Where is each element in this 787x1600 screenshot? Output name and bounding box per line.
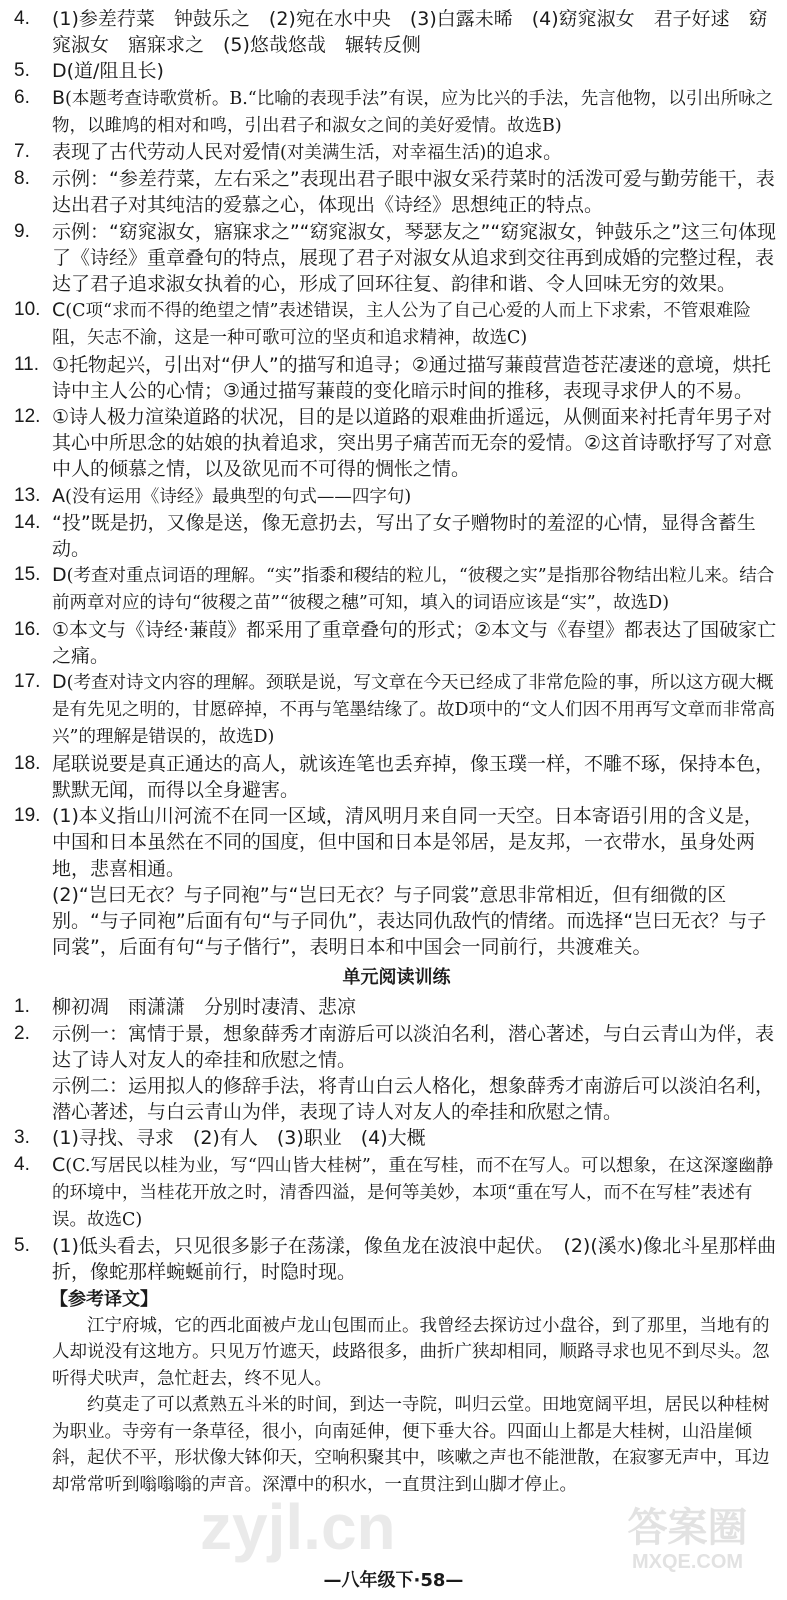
answer-item: [14, 1125, 779, 1151]
answer-text: 示例：“参差荇菜，左右采之”表现出君子眼中淑女采荇菜时的活泼可爱与勤劳能干，表达出君子对其纯洁的爱慕之心，体现出《诗经》思想纯正的特点。: [52, 168, 775, 217]
answer-item: [14, 994, 779, 1020]
answer-text: 的追求。: [486, 141, 563, 164]
item-text: [52, 1152, 779, 1234]
answer-item: [14, 166, 779, 218]
item-text: [52, 994, 779, 1020]
answer-item: [14, 1233, 779, 1285]
answer-item: [14, 58, 779, 84]
page-footer: —八年级下·58—: [323, 1570, 464, 1591]
answer-item: [14, 617, 779, 669]
answer-item: [14, 85, 779, 139]
translation-title: 【参考译文】: [50, 1288, 158, 1310]
answer-subpart: (2)“岂曰无衣？与子同袍”与“岂曰无衣？与子同裳”意思非常相近，但有细微的区别。“与子同袍”后面有句“与子同仇”，表达同仇敌忾的情绪。而选择“岂曰无衣？与子同裳”，后面有句“与子偕行”，表明日本和中国会一同前行，共渡难关。: [52, 883, 767, 959]
item-number: 4.: [14, 8, 30, 29]
answer-text: ①本文与《诗经·蒹葭》都采用了重章叠句的形式；②本文与《春望》都表达了国破家亡之痛。: [52, 618, 777, 667]
item-number: 1.: [14, 996, 30, 1018]
item-number: 13.: [14, 484, 41, 506]
answer-text: 表现了古代劳动人民对爱情: [52, 141, 281, 164]
item-text: [52, 297, 779, 351]
explanation-text: (本题考查诗歌赏析。B.“比喻的表现手法”有误，应为比兴的手法，先言他物，以引出所咏之物，以雎鸠的相对和鸣，引出君子和淑女之间的美好爱情。故选B): [52, 88, 774, 136]
translation-paragraph: 江宁府城，它的西北面被卢龙山包围而止。我曾经去探访过小盘谷，到了那里，当地有的人却说没有这地方。只见万竹遮天，歧路很多，曲折广狭却相同，顺路寻求也见不到尽头。忽听得犬吠声，急忙赶去，终不见人。: [52, 1315, 770, 1389]
answer-text: 尾联说要是真正通达的高人，就该连笔也丢弃掉，像玉璞一样，不雕不琢，保持本色，默默无闻，而得以全身避害。: [52, 752, 775, 801]
answer-text: A: [52, 484, 65, 507]
item-number: 14.: [14, 511, 41, 533]
answer-item: [14, 1152, 779, 1234]
explanation-text: (C项“求而不得的绝望之情”表述错误，主人公为了自己心爱的人而上下求索，不管艰难险阻，矢志不渝，这是一种可歌可泣的坚贞和追求精神，故选C): [52, 301, 751, 349]
explanation-text: (对美满生活，对幸福生活): [280, 143, 487, 164]
answer-item: [14, 404, 779, 483]
answer-text: (1)低头看去，只见很多影子在荡漾，像鱼龙在波浪中起伏。 (2)(溪水)像北斗星那样曲折，像蛇那样蜿蜒前行，时隐时现。: [52, 1235, 777, 1284]
item-number: 6.: [14, 86, 30, 108]
item-number: 18.: [14, 752, 41, 774]
item-number: 4.: [14, 1153, 30, 1175]
answer-text: (1)寻找、寻求 (2)有人 (3)职业 (4)大概: [52, 1127, 426, 1150]
item-text: [52, 352, 779, 404]
answer-item: [14, 562, 779, 616]
explanation-text: (C.写居民以桂为业，写“四山皆大桂树”，重在写桂，而不在写人。可以想象，在这深邃幽静的环境中，当桂花开放之时，清香四溢，是何等美妙，本项“重在写人，而不在写桂”表述有误。故选C): [52, 1155, 774, 1230]
item-text: [52, 803, 779, 882]
item-text: [52, 404, 779, 483]
answer-item: [14, 669, 779, 751]
answer-text: C: [52, 299, 66, 322]
section-answer-list: [14, 994, 779, 1285]
item-text: [52, 6, 779, 58]
section-title: 单元阅读训练: [342, 967, 451, 989]
item-number: 16.: [14, 618, 41, 640]
explanation-text: (没有运用《诗经》最典型的句式——四字句): [65, 486, 412, 507]
item-number: 3.: [14, 1127, 30, 1149]
item-number: 19.: [14, 805, 41, 827]
watermark-logo: zyjl.cn: [200, 1491, 396, 1563]
answer-text: ①托物起兴，引出对“伊人”的描写和追寻；②通过描写蒹葭营造苍茫凄迷的意境，烘托诗中主人公的心情；③通过描写蒹葭的变化暗示时间的推移，表现寻求伊人的不易。: [52, 353, 771, 402]
answer-text: D: [52, 671, 67, 694]
item-number: 8.: [14, 168, 30, 190]
watermark-stamp: 答案圈 MXQE.COM: [627, 1505, 748, 1573]
answer-text: 柳初凋 雨潇潇 分别时凄清、悲凉: [52, 996, 357, 1019]
item-number: 11.: [14, 353, 40, 375]
answer-page: [14, 6, 779, 1498]
item-text: [52, 751, 779, 803]
item-number: 15.: [14, 564, 41, 586]
item-text: [52, 669, 779, 751]
answer-item: [14, 139, 779, 166]
item-text: [52, 219, 779, 298]
answer-text: C: [52, 1153, 66, 1176]
explanation-text: (考查对重点词语的理解。“实”指黍和稷结的粒儿，“彼稷之实”是指那谷物结出粒儿来。结合前两章对应的诗句“彼稷之苗”“彼稷之穗”可知，填入的词语应该是“实”，故选D): [52, 566, 775, 614]
item-number: 7.: [14, 141, 30, 163]
answer-text: (1)本义指山川河流不在同一区域，清风明月来自同一天空。日本寄语引用的含义是，中国和日本虽然在不同的国度，但中国和日本是邻居，是友邦，一衣带水，虽身处两地，悲喜相通。: [52, 805, 763, 880]
item-text: [52, 510, 779, 562]
item-number: 10.: [14, 299, 41, 321]
answer-item: [14, 297, 779, 351]
item-text: [52, 85, 779, 139]
item-text: [52, 1021, 779, 1073]
item-number: 5.: [14, 60, 30, 82]
answer-item: [14, 483, 779, 510]
translation-body: [14, 1313, 779, 1499]
explanation-text: (考查对诗文内容的理解。颈联是说，写文章在今天已经成了非常危险的事，所以这方砚大概是有先见之明的，甘愿碎掉，不再与笔墨结缘了。故D项中的“文人们因不用再写文章而非常高兴”的理解是错误的，故选D): [52, 673, 775, 748]
answer-text: D(道/阻且长): [52, 60, 164, 83]
answer-text: B: [52, 86, 66, 109]
item-text: [52, 1233, 779, 1285]
answer-text: “投”既是扔，又像是送，像无意扔去，写出了女子赠物时的羞涩的心情，显得含蓄生动。: [52, 511, 756, 561]
answer-list: [14, 6, 779, 960]
translation-paragraph: 约莫走了可以煮熟五斗米的时间，到达一寺院，叫归云堂。田地宽阔平坦，居民以种桂树为职业。寺旁有一条草径，很小，向南延伸，便下垂大谷。四面山上都是大桂树，山沿崖倾斜，起伏不平，形状像大钵仰天，空响积聚其中，咳嗽之声也不能泄散，在寂寥无声中，耳边却常常听到嗡嗡嗡的声音。深潭中的积水，一直贯注到山脚才停止。: [52, 1395, 770, 1495]
item-text: [52, 483, 779, 510]
answer-text: D: [52, 564, 67, 587]
answer-item: [14, 1021, 779, 1126]
item-number: 5.: [14, 1235, 30, 1257]
item-text: [52, 562, 779, 616]
item-text: [52, 58, 779, 84]
answer-item: [14, 803, 779, 960]
answer-item: [14, 510, 779, 562]
answer-text: (1)参差荇菜 钟鼓乐之 (2)宛在水中央 (3)白露未晞 (4)窈窕淑女 君子好逑 窈窕淑女 寤寐求之 (5)悠哉悠哉 辗转反侧: [52, 8, 768, 57]
answer-text: ①诗人极力渲染道路的状况，目的是以道路的艰难曲折遥远，从侧面来衬托青年男子对其心中所思念的姑娘的执着追求，突出男子痛苦而无奈的爱情。②这首诗歌抒写了对意中人的倾慕之情，以及欲见而不可得的惆怅之情。: [52, 406, 773, 481]
answer-item: [14, 219, 779, 298]
answer-subpart: 示例二：运用拟人的修辞手法，将青山白云人格化，想象薛秀才南游后可以淡泊名利，潜心著述，与白云青山为伴，表现了诗人对友人的牵挂和欣慰之情。: [52, 1074, 775, 1124]
answer-text: 示例：“窈窕淑女，寤寐求之”“窈窕淑女，琴瑟友之”“窈窕淑女，钟鼓乐之”这三句体现了《诗经》重章叠句的特点，展现了君子对淑女从追求到交往再到成婚的完整过程，表达了君子追求淑女执着的心，形成了回环往复、韵律和谐、令人回味无穷的效果。: [52, 220, 777, 296]
item-number: 9.: [14, 220, 30, 242]
item-number: 2.: [14, 1022, 30, 1044]
item-text: [52, 166, 779, 218]
item-text: [52, 139, 779, 166]
answer-text: 示例一：寓情于景，想象薛秀才南游后可以淡泊名利，潜心著述，与白云青山为伴，表达了诗人对友人的牵挂和欣慰之情。: [52, 1022, 775, 1071]
item-number: 12.: [14, 406, 41, 428]
answer-item: [14, 751, 779, 803]
answer-item: [14, 6, 779, 58]
item-text: [52, 617, 779, 669]
answer-item: [14, 352, 779, 404]
item-number: 17.: [14, 671, 41, 693]
item-text: [52, 1125, 779, 1151]
